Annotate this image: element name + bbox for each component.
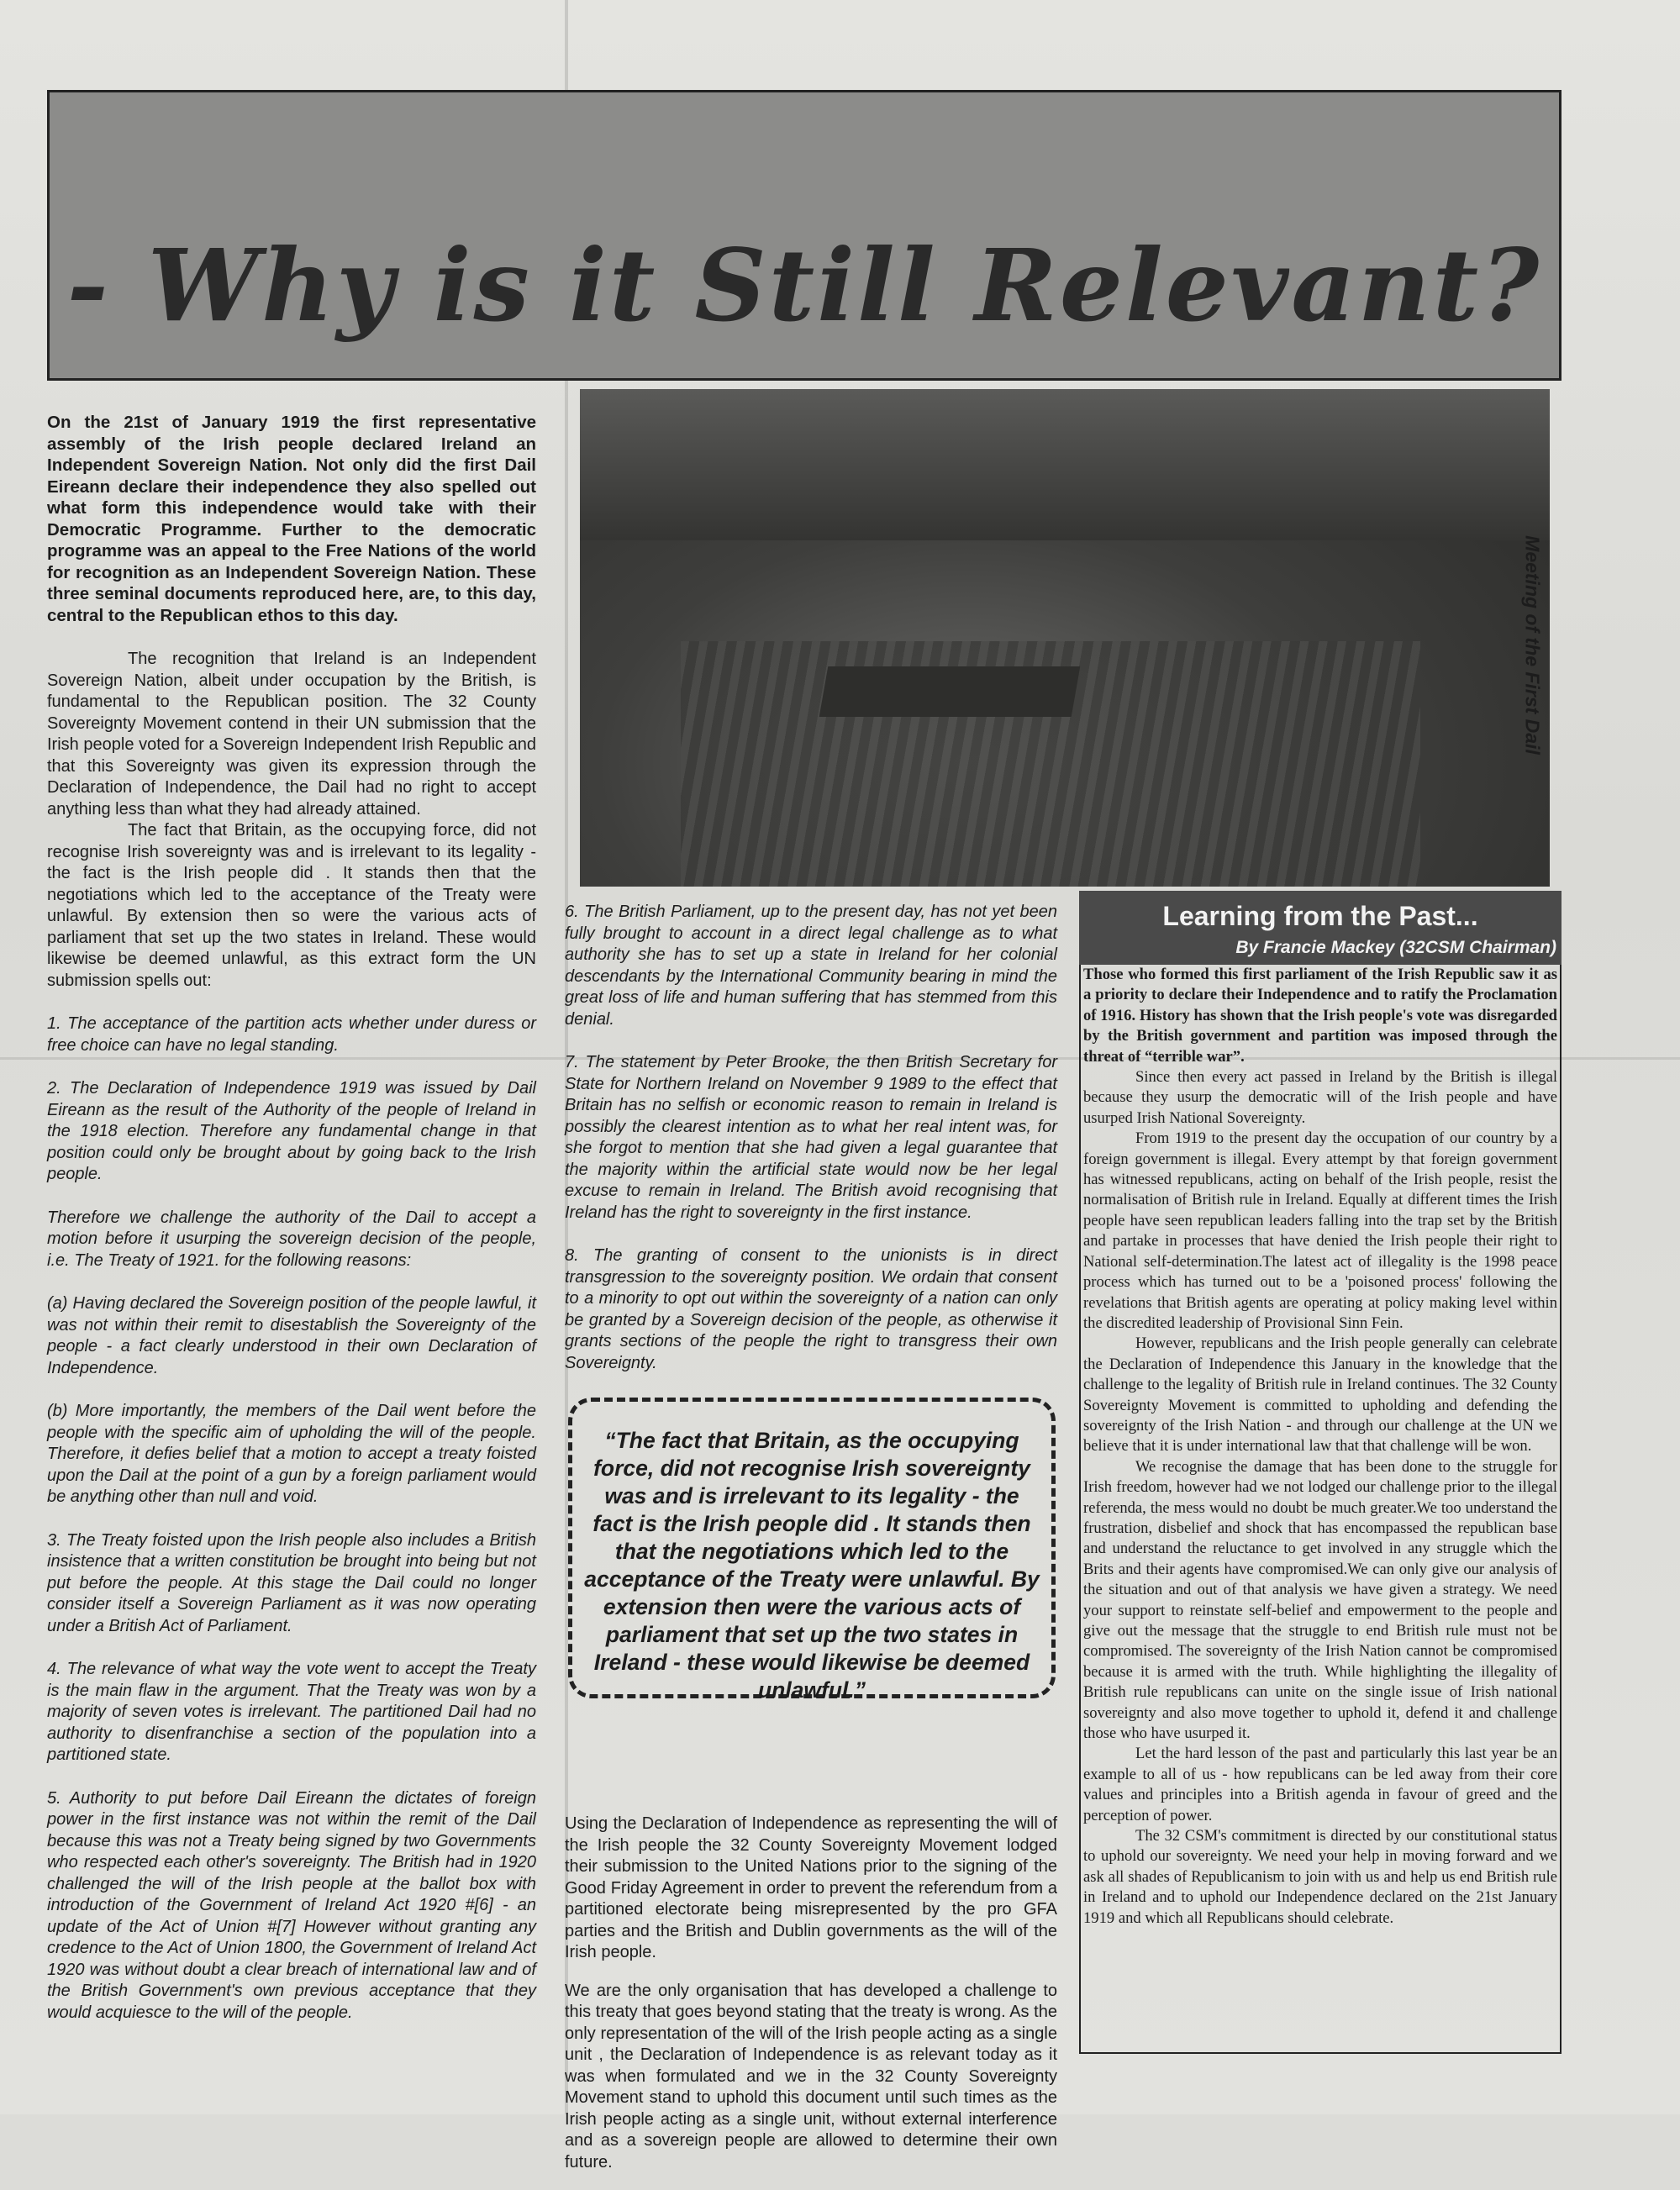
- sidebar-paragraph: Since then every act passed in Ireland by the British is illegal because they usurp the democratic will of the Irish people and have usurped Irish National Sovereignty.: [1083, 1068, 1557, 1127]
- list-item: 3. The Treaty foisted upon the Irish people also includes a British insistence that a written constitution be brought into being but not put before the people. At this stage the Dail could no longer consider itself a Sovereign Parliament as it was now operating under a British Act of Parliament.: [47, 1530, 536, 1635]
- list-item: 6. The British Parliament, up to the present day, has not yet been fully brought to account in a direct legal challenge as to what authority she has to set up a state in Ireland for her colonial descendants by the International Community bearing in mind the great loss of life and human suffering that has stemmed from this denial.: [565, 903, 1057, 1029]
- body-paragraph: Using the Declaration of Independence as representing the will of the Irish people the 32 County Sovereignty Movement lodged their submission to the United Nations prior to the signing of the Good Friday Agreement in order to prevent the referendum from a partitioned electorate being misrepresented by the pro GFA parties and the British and Dublin governments as the will of the Irish people.: [565, 1814, 1057, 1961]
- list-item: 8. The granting of consent to the unionists is in direct transgression to the sovereignty position. We ordain that consent to a minority to opt out within the sovereignty of a nation can only be granted by a Sovereign decision of the people, as otherwise it grants sections of the people the right to transgress their own Sovereignty.: [565, 1246, 1057, 1372]
- headline-banner: [47, 90, 1562, 381]
- list-item: (b) More importantly, the members of the Dail went before the people with the specific aim of upholding the will of the people. Therefore, it defies belief that a motion to accept a treaty foisted upon the Dail at the point of a gun by a foreign parliament would be anything other than null and void.: [47, 1402, 536, 1506]
- article-column-2: [565, 902, 1057, 1396]
- sidebar-paragraph: However, republicans and the Irish people generally can celebrate the Declaration of Independence this January in the knowledge that the challenge to the legality of British rule in Ireland continues. The 32 County Sovereignty Movement is committed to upholding and defending the sovereignty of the Irish Nation - and through our challenge at the UN we believe that it is under international law that that challenge will be won.: [1083, 1335, 1557, 1456]
- headline: - Why is it Still Relevant?: [66, 227, 1542, 344]
- sidebar-paragraph: We recognise the damage that has been done to the struggle for Irish freedom, however had we not lodged our challenge prior to the illegal referenda, the mess would no doubt be much greater.We too understand the frustration, disbelief and shock that has encompassed the republican base and understand the reluctance to get involved in any struggle which the Brits and their agents have compromised.We can only give our analysis of the situation and out of that analysis we have given a strategy. We need your support to reinstate self-belief and empowerment to the people and give out the message that the struggle to end British rule must not be compromised. The sovereignty of the Irish Nation cannot be compromised because it is armed with the truth. While highlighting the illegality of British rule republicans can unite on the single issue of Irish national sovereignty and also move together to uphold it, defend it and challenge those who have usurped it.: [1083, 1457, 1557, 1743]
- photo-first-dail: [580, 389, 1550, 887]
- photo-table: [819, 666, 1081, 717]
- sidebar-paragraph: Let the hard lesson of the past and particularly this last year be an example to all of us - how republicans can be led away from their core values and principles into a British agenda in favour of greed and the perception of power.: [1083, 1745, 1557, 1824]
- list-item: 2. The Declaration of Independence 1919 was issued by Dail Eireann as the result of the Authority of the people of Ireland in the 1918 election. Therefore any fundamental change in that position could only be brought about by going back to the Irish people.: [47, 1079, 536, 1183]
- list-item: Therefore we challenge the authority of the Dail to accept a motion before it usurping the sovereign decision of the people, i.e. The Treaty of 1921. for the following reasons:: [47, 1208, 536, 1270]
- list-item: (a) Having declared the Sovereign position of the people lawful, it was not within their remit to disestablish the Sovereignty of the people - a fact clearly understood in their own Declaration of Independence.: [47, 1294, 536, 1377]
- body-paragraph: We are the only organisation that has developed a challenge to this treaty that goes beyond stating that the treaty is wrong. As the only representation of the will of the Irish people acting as a single unit , the Declaration of Independence is as relevant today as it was when formulated and we in the 32 County Sovereignty Movement stand to uphold this document until such times as the Irish people acting as a single unit, without external interference and as a sovereign people are allowed to determine their own future.: [565, 1981, 1057, 2172]
- list-item: 5. Authority to put before Dail Eireann the dictates of foreign power in the first instance was not within the remit of the Dail because this was not a Treaty being signed by two Governments who respected each other's sovereignty. The British had in 1920 challenged the will of the Irish people at the ballot box with introduction of the Government of Ireland Act 1920 #[6] - an update of the Act of Union #[7] However without granting any credence to the Act of Union 1800, the Government of Ireland Act 1920 was without doubt a clear breach of international law and of the British Government's own previous acceptance that they would acquiesce to the will of the people.: [47, 1788, 536, 2022]
- sidebar-paragraph: The 32 CSM's commitment is directed by our constitutional status to uphold our sovereignty. We need your help in moving forward and we ask all shades of Republicanism to join with us and help us end British rule in Ireland and to uphold our Independence declared on the 21st January 1919 and which all Republicans should celebrate.: [1083, 1827, 1557, 1927]
- list-item: 7. The statement by Peter Brooke, the then British Secretary for State for Northern Ireland on November 9 1989 to the effect that Britain has no selfish or economic reason to remain in Ireland is possibly the clearest intention as to what her real intent was, for she forgot to mention that she had given a legal guarantee that the majority within the artificial state would now be her legal excuse to remain in Ireland. The British avoid recognising that Ireland has the right to sovereignty in the first instance.: [565, 1053, 1057, 1222]
- article-column-2-continued: [565, 1797, 1057, 2190]
- pull-quote: “The fact that Britain, as the occupying force, did not recognise Irish sovereignty was and is irrelevant to its legality - the fact is the Irish people did . It stands then that the negotiations which led to the acceptance of the Treaty were unlawful. By extension then were the various acts of parliament that set up the two states in Ireland - these would likewise be deemed unlawful.”: [568, 1398, 1056, 1698]
- photo-caption-text: Meeting of the First Dail: [1521, 535, 1544, 755]
- body-paragraph: The recognition that Ireland is an Independent Sovereign Nation, albeit under occupation by the British, is fundamental to the Republican position. The 32 County Sovereignty Movement contend in their UN submission that the Irish people voted for a Sovereign Independent Irish Republic and that this Sovereignty was given its expression through the Declaration of Independence, the Dail had no right to accept anything less than what they had already attained.: [47, 650, 536, 819]
- sidebar-byline: By Francie Mackey (32CSM Chairman): [1235, 938, 1556, 957]
- intro-paragraph: On the 21st of January 1919 the first representative assembly of the Irish people declared Ireland an Independent Sovereign Nation. Not only did the first Dail Eireann declare their independence they also spelled out what form this independence would take with their Democratic Programme. Further to the democratic programme was an appeal to the Free Nations of the world for recognition as an Independent Sovereign Nation. These three seminal documents reproduced here, are, to this day, central to the Republican ethos to this day.: [47, 413, 536, 625]
- body-paragraph: The fact that Britain, as the occupying force, did not recognise Irish sovereignty was and is irrelevant to its legality - the fact is the Irish people did . It stands then that the negotiations which led to the acceptance of the Treaty were unlawful. By extension then so were the various acts of parliament that set up the two states in Ireland. These would likewise be deemed unlawful, as this extract form the UN submission spells out:: [47, 821, 536, 990]
- list-item: 4. The relevance of what way the vote went to accept the Treaty is the main flaw in the argument. That the Treaty was won by a majority of seven votes is irrelevant. The partitioned Dail had no authority to disenfranchise a section of the population into a partitioned state.: [47, 1660, 536, 1764]
- photo-gallery-area: [580, 389, 1550, 540]
- sidebar-lead: Those who formed this first parliament of the Irish Republic saw it as a priority to declare their Independence and to ratify the Proclamation of 1916. History has shown that the Irish people's vote was disregarded by the British government and partition was imposed through the threat of “terrible war”.: [1083, 966, 1557, 1066]
- article-column-1: [47, 649, 536, 2045]
- sidebar-header: [1079, 891, 1562, 965]
- sidebar-article: [1079, 965, 1562, 2054]
- sidebar-paragraph: From 1919 to the present day the occupation of our country by a foreign government is illegal. Every attempt by that foreign government has witnessed republicans, acting on behalf of the Irish people, resist the normalisation of British rule in Ireland. Equally at different times the Irish people have seen republican leaders falling into the trap set by the British and partake in processes that have denied the Irish people their right to National self-determination.The latest act of illegality is the 1998 peace process which has turned out to be a 'poisoned process' following the revelations that British agents are operating at policy making level within the discredited leadership of Provisional Sinn Fein.: [1083, 1129, 1557, 1332]
- list-item: 1. The acceptance of the partition acts whether under duress or free choice can have no legal standing.: [47, 1014, 536, 1055]
- sidebar-title: Learning from the Past...: [1162, 901, 1478, 931]
- photo-caption: [1515, 398, 1549, 903]
